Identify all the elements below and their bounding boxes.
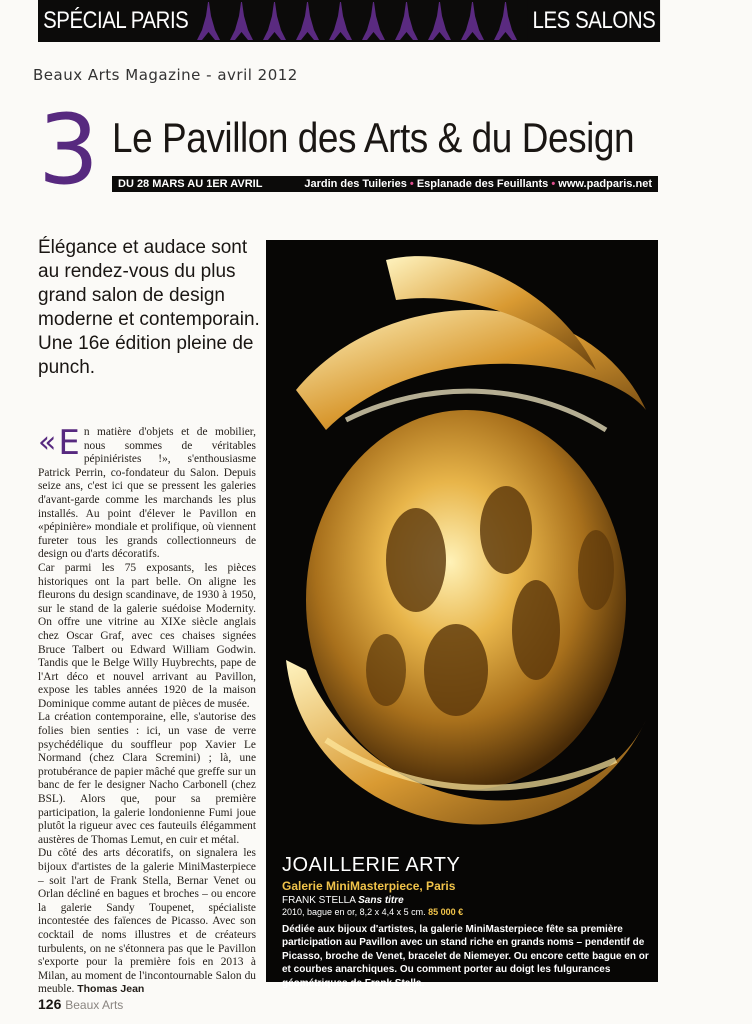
caption-specs	[282, 907, 654, 917]
venue-esplanade: Esplanade des Feuillants	[416, 178, 549, 190]
article-number: 3	[38, 94, 100, 206]
eiffel-tower-icon	[362, 2, 385, 40]
caption-artist	[282, 895, 654, 906]
artist-name: FRANK STELLA	[282, 895, 356, 906]
paragraph-4-text: Du côté des arts décoratifs, on signalera les bijoux d'artistes de la galerie MiniMasterpiece – soit l'art de Frank Stella, Bernar Venet ou Orlan décliné en bagues et broches – ou encore la galerie Sandy Toupenet, spécialiste incontestée des faïences de Picasso. Avec son cocktail de noms illustres et de créateurs turbulents, on ne s'étonnera pas que le Pavillon s'exporte pour la première fois en 2013 à Milan, au moment de l'incontournable Salon du meuble.	[38, 847, 256, 996]
paragraph-2: Car parmi les 75 exposants, les pièces historiques ont la part belle. On aligne les fleurons du design scandinave, de 1930 à 1950, sur le stand de la galerie suédoise Modernity. On offre une vitrine au XIXe siècle anglais chez Oscar Graf, avec ces chaises signées Bruce Talbert ou Edward William Godwin. Tandis que le Belge Willy Huybrechts, pape de l'Art déco et nouvel arrivant au Pavillon, expose les tables années 1920 de la maison Dominique comme autant de pièces de musée.	[38, 561, 256, 710]
eiffel-tower-icon	[494, 2, 517, 40]
eiffel-tower-icon	[296, 2, 319, 40]
eiffel-tower-icon	[197, 2, 220, 40]
caption-text: Dédiée aux bijoux d'artistes, la galerie MiniMasterpiece fête sa première participation au Pavillon avec un stand riche en grands noms – pendentif de Picasso, broche de Venet, bracelet de Niemeyer. Ou encore cette bague en or et courbes anarchiques. Ou comment porter au doigt les fulgurances géométriques de Frank Stella.	[282, 924, 649, 989]
magazine-issue-line: Beaux Arts Magazine - avril 2012	[33, 66, 298, 84]
work-title: Sans titre	[358, 895, 404, 906]
eiffel-tower-icon	[428, 2, 451, 40]
caption-heading: JOAILLERIE ARTY	[282, 854, 461, 876]
section-category: LES SALONS	[527, 0, 660, 42]
eiffel-tower-icon	[329, 2, 352, 40]
opening-quote: «	[38, 425, 57, 460]
page-number: 126	[38, 996, 62, 1012]
article-intro: Élégance et audace sont au rendez-vous du plus grand salon de design moderne et contemporain. Une 16e édition pleine de punch.	[38, 237, 260, 378]
separator-dot: •	[409, 178, 414, 190]
photo-caption	[282, 854, 654, 990]
price: 85 000 €	[428, 907, 464, 917]
caption-gallery: Galerie MiniMasterpiece, Paris	[282, 879, 456, 893]
eiffel-tower-icon	[461, 2, 484, 40]
event-venue	[304, 176, 652, 192]
eiffel-tower-icon	[395, 2, 418, 40]
paragraph-3: La création contemporaine, elle, s'autorise des folies bien senties : ici, un vase de verre psychédélique du souffleur pop Xavier Le Normand (chez Clara Scremini) ; là, une protubérance de papier mâché que greffe sur un banc de fer le designer Nacho Carbonell (chez BSL). Alors que, pour sa première participation, la galerie londonienne Fumi joue plutôt la rigueur avec ces fauteuils élégamment austères de Thomas Lemut, en cuir et métal.	[38, 711, 256, 846]
section-header-bar	[38, 0, 660, 42]
footer-magazine: Beaux Arts	[65, 998, 124, 1012]
paragraph-4	[38, 847, 256, 997]
paragraph-1-text: n matière d'objets et de mobilier, nous sommes de véritables pépiniéristes !», s'enthousiasme Patrick Perrin, co-fondateur du Salon. Depuis seize ans, c'est ici que se pressent les galeries d'avant-garde comme les marchands les plus installés. Au point d'élever le Pavillon en «pépinière» mondiale et prolifique, où viennent fureter tous les grands collectionneurs de design ou d'arts décoratifs.	[38, 426, 256, 561]
event-website: www.padparis.net	[558, 178, 652, 190]
eiffel-tower-icon	[230, 2, 253, 40]
eiffel-tower-icon	[263, 2, 286, 40]
page-footer	[38, 996, 123, 1012]
article-body	[38, 423, 256, 997]
paragraph-1	[38, 423, 256, 562]
specs-text: 2010, bague en or, 8,2 x 4,4 x 5 cm.	[282, 907, 426, 917]
eiffel-tower-icon	[188, 0, 528, 42]
article-title: Le Pavillon des Arts & du Design	[112, 114, 635, 161]
drop-cap: E	[58, 423, 80, 463]
event-dates: DU 28 MARS AU 1ER AVRIL	[118, 178, 263, 190]
section-label: SPÉCIAL PARIS	[43, 7, 189, 34]
date-venue-bar	[112, 176, 658, 192]
separator-dot: •	[551, 178, 556, 190]
author-signature: Thomas Jean	[77, 983, 145, 996]
venue-garden: Jardin des Tuileries	[304, 178, 407, 190]
